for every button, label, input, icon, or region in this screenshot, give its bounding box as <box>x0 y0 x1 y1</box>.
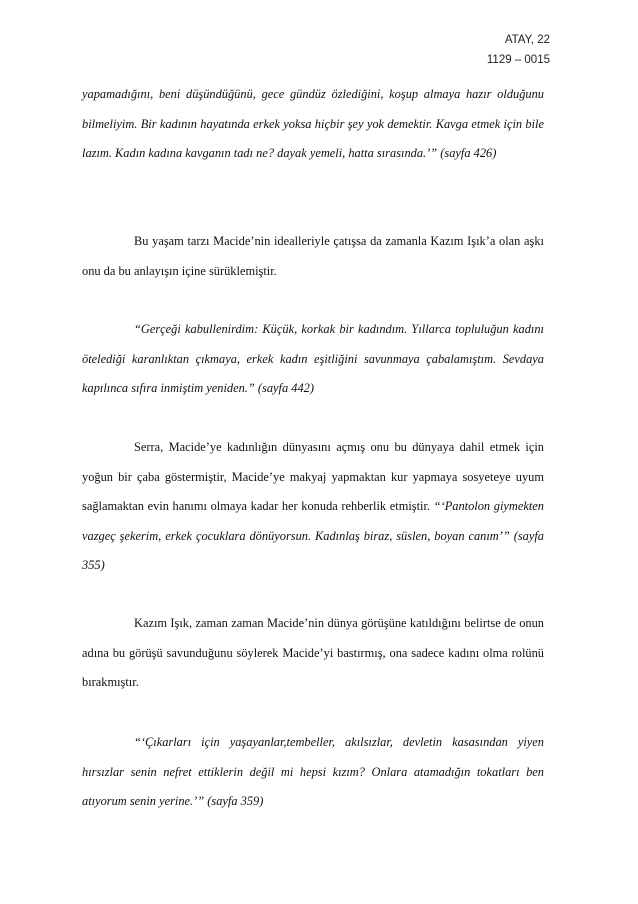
body-paragraph <box>82 609 544 698</box>
quote-paragraph <box>82 728 544 817</box>
quote-paragraph <box>82 315 544 404</box>
paragraph-text: Serra, Macide’ye kadınlığın dünyasını açmış onu bu dünyaya dahil etmek için yoğun bir çaba göstermiştir, Macide’ye makyaj yapmaktan kur yapmaya sosyeteye uyum sağlamaktan evin hanımı olmaya kadar her konuda rehberlik etmiştir. <box>82 440 544 513</box>
paragraph-text: Kazım Işık, zaman zaman Macide’nin dünya görüşüne katıldığını belirtse de onun adına bu görüşü savunduğunu söylerek Macide’yi bastırmış, ona sadece kadını olma rolünü bırakmıştır. <box>82 616 544 689</box>
inline-quote: “‘Pantolon giymekten vazgeç şekerim, erkek çocuklara dönüyorsun. Kadınlaş biraz, süslen, boyan canım’” (sayfa 355) <box>82 499 544 572</box>
body-paragraph <box>82 227 544 286</box>
page-header <box>487 30 550 70</box>
body-paragraph <box>82 433 544 581</box>
paragraph-text: “Gerçeği kabullenirdim: Küçük, korkak bir kadındım. Yıllarca topluluğun kadını ötelediği karanlıktan çıkmaya, erkek kadın eşitliğini savunmaya çabalamıştım. Sevdaya kapılınca sıfıra inmiştim yeniden.” (sayfa 442) <box>82 322 544 395</box>
paragraph-text: Bu yaşam tarzı Macide’nin idealleriyle çatışsa da zamanla Kazım Işık’a olan aşkı onu da bu anlayışın içine sürüklemiştir. <box>82 234 544 278</box>
header-id-line: 1129 – 0015 <box>486 54 550 66</box>
quote-paragraph-continued <box>82 80 544 169</box>
paragraph-text: yapamadığını, beni düşündüğünü, gece gündüz özlediğini, koşup almaya hazır olduğunu bilmeliyim. Bir kadının hayatında erkek yoksa hiçbir şey yok demektir. Kavga etmek için bile lazım. Kadın kadına kavganın tadı ne? dayak yemeli, hatta sırasında.’” (sayfa 426) <box>82 87 544 160</box>
header-author-line: ATAY, 22 <box>504 34 550 46</box>
paragraph-text: “‘Çıkarları için yaşayanlar,tembeller, akılsızlar, devletin kasasından yiyen hırsızlar senin nefret ettiklerin değil mi hepsi kızım? Onlara atamadığın tokatları ben atıyorum senin yerine.’” (sayfa 359) <box>82 735 544 808</box>
